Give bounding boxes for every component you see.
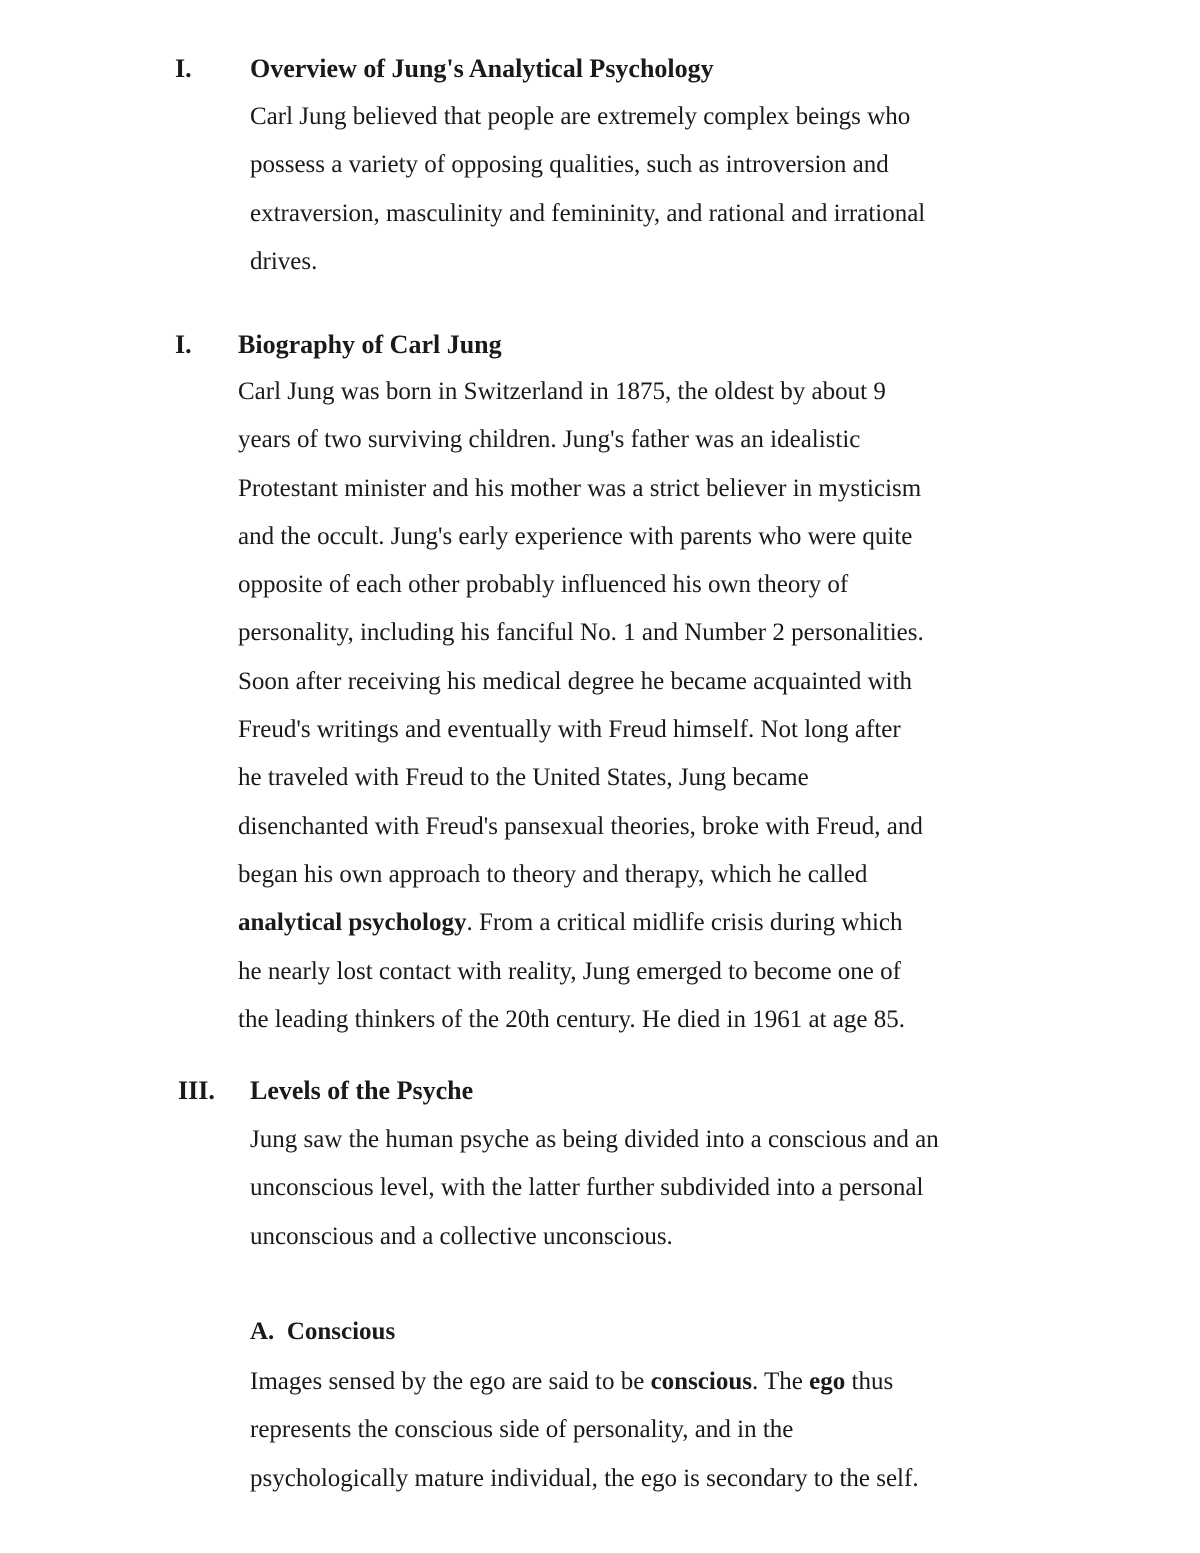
term-analytical-psychology: analytical psychology xyxy=(238,909,467,937)
text-line: drives. xyxy=(250,247,318,275)
text-line: Carl Jung was born in Switzerland in 1875, the oldest by about 9 xyxy=(238,378,886,405)
section-3-title: Levels of the Psyche xyxy=(250,1076,474,1105)
term-conscious: conscious xyxy=(650,1368,752,1395)
text-line: extraversion, masculinity and femininity, and rational and irrational xyxy=(250,199,926,227)
term-ego: ego xyxy=(809,1368,846,1395)
subsection-a-heading xyxy=(250,1318,395,1346)
text-line: personality, including his fanciful No. 1 and Number 2 personalities. xyxy=(238,619,924,647)
section-1-body xyxy=(250,93,925,286)
section-3-body xyxy=(250,1116,939,1261)
text-line: unconscious and a collective unconscious. xyxy=(250,1222,673,1250)
subsection-a-title: Conscious xyxy=(286,1318,396,1345)
section-2-title: Biography of Carl Jung xyxy=(238,330,502,359)
text-fragment: . The xyxy=(751,1368,810,1395)
section-1-numeral: I. xyxy=(175,54,192,83)
text-line xyxy=(250,1358,919,1406)
text-line: Carl Jung believed that people are extremely complex beings who xyxy=(250,103,911,130)
text-line: years of two surviving children. Jung's father was an idealistic xyxy=(238,426,861,454)
text-line: Jung saw the human psyche as being divided into a conscious and an xyxy=(250,1126,939,1153)
text-line: he traveled with Freud to the United States, Jung became xyxy=(238,764,809,792)
text-line: possess a variety of opposing qualities, such as introversion and xyxy=(250,151,889,179)
text-line: opposite of each other probably influenced his own theory of xyxy=(238,571,849,599)
text-line: psychologically mature individual, the ego is secondary to the self. xyxy=(250,1464,919,1492)
text-line: disenchanted with Freud's pansexual theories, broke with Freud, and xyxy=(238,812,923,840)
text-fragment: thus xyxy=(845,1368,894,1395)
section-1-title: Overview of Jung's Analytical Psychology xyxy=(250,54,714,83)
text-line: he nearly lost contact with reality, Jung emerged to become one of xyxy=(238,957,901,985)
subsection-a-label: A. xyxy=(250,1318,275,1345)
text-line: the leading thinkers of the 20th century. He died in 1961 at age 85. xyxy=(238,1005,905,1033)
text-line: Soon after receiving his medical degree he became acquainted with xyxy=(238,667,913,695)
text-line: Freud's writings and eventually with Freud himself. Not long after xyxy=(238,716,901,744)
text-fragment: Images sensed by the ego are said to be xyxy=(250,1368,651,1395)
section-3-numeral: III. xyxy=(178,1076,215,1105)
subsection-a-body xyxy=(250,1358,919,1503)
text-line: began his own approach to theory and therapy, which he called xyxy=(238,860,868,888)
text-line: represents the conscious side of personality, and in the xyxy=(250,1416,794,1444)
section-2-body xyxy=(238,368,924,1044)
text-line xyxy=(238,899,924,947)
section-2-numeral: I. xyxy=(175,330,192,359)
text-line: unconscious level, with the latter further subdivided into a personal xyxy=(250,1174,924,1202)
text-fragment: . From a critical midlife crisis during which xyxy=(466,909,903,937)
text-line: Protestant minister and his mother was a strict believer in mysticism xyxy=(238,474,922,502)
text-line: and the occult. Jung's early experience with parents who were quite xyxy=(238,522,913,550)
